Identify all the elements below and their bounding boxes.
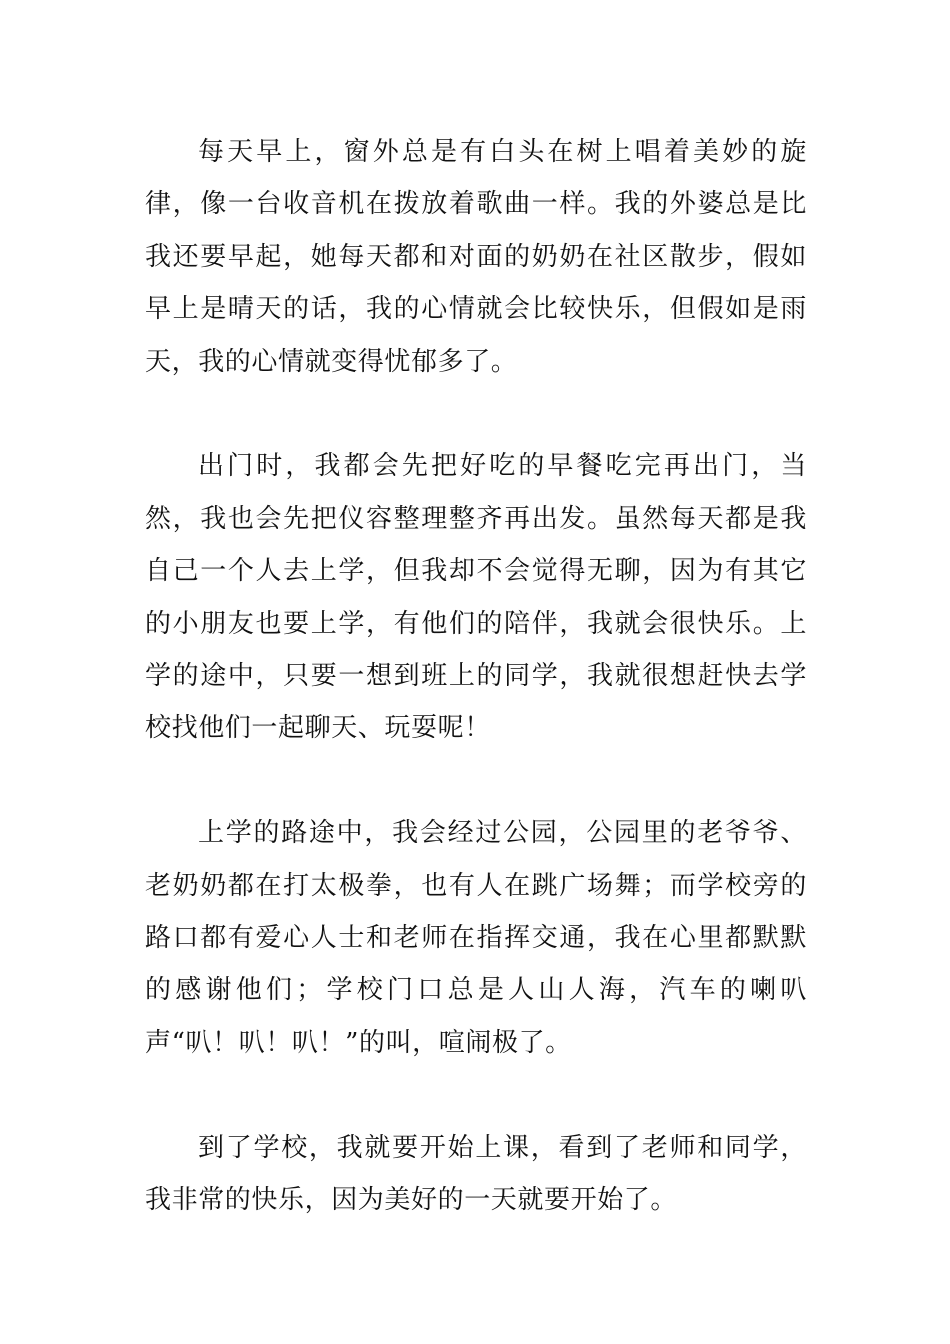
paragraph-1: 每天早上，窗外总是有白头在树上唱着美妙的旋律，像一台收音机在拨放着歌曲一样。我的外婆总是比我还要早起，她每天都和对面的奶奶在社区散步，假如早上是晴天的话，我的心情就会比较快乐，但假如是雨天，我的心情就变得忧郁多了。 [145, 137, 807, 377]
paragraph-3: 上学的路途中，我会经过公园，公园里的老爷爷、老奶奶都在打太极拳，也有人在跳广场舞；而学校旁的路口都有爱心人士和老师在指挥交通，我在心里都默默的感谢他们；学校门口总是人山人海，汽车的喇叭声“叭！叭！叭！”的叫，喧闹极了。 [145, 818, 807, 1058]
paragraph-4: 到了学校，我就要开始上课，看到了老师和同学，我非常的快乐，因为美好的一天就要开始了。 [145, 1132, 807, 1216]
document-body [145, 126, 807, 1226]
paragraph-2: 出门时，我都会先把好吃的早餐吃完再出门，当然，我也会先把仪容整理整齐再出发。虽然每天都是我自己一个人去上学，但我却不会觉得无聊，因为有其它的小朋友也要上学，有他们的陪伴，我就会很快乐。上学的途中，只要一想到班上的同学，我就很想赶快去学校找他们一起聊天、玩耍呢！ [145, 451, 807, 744]
